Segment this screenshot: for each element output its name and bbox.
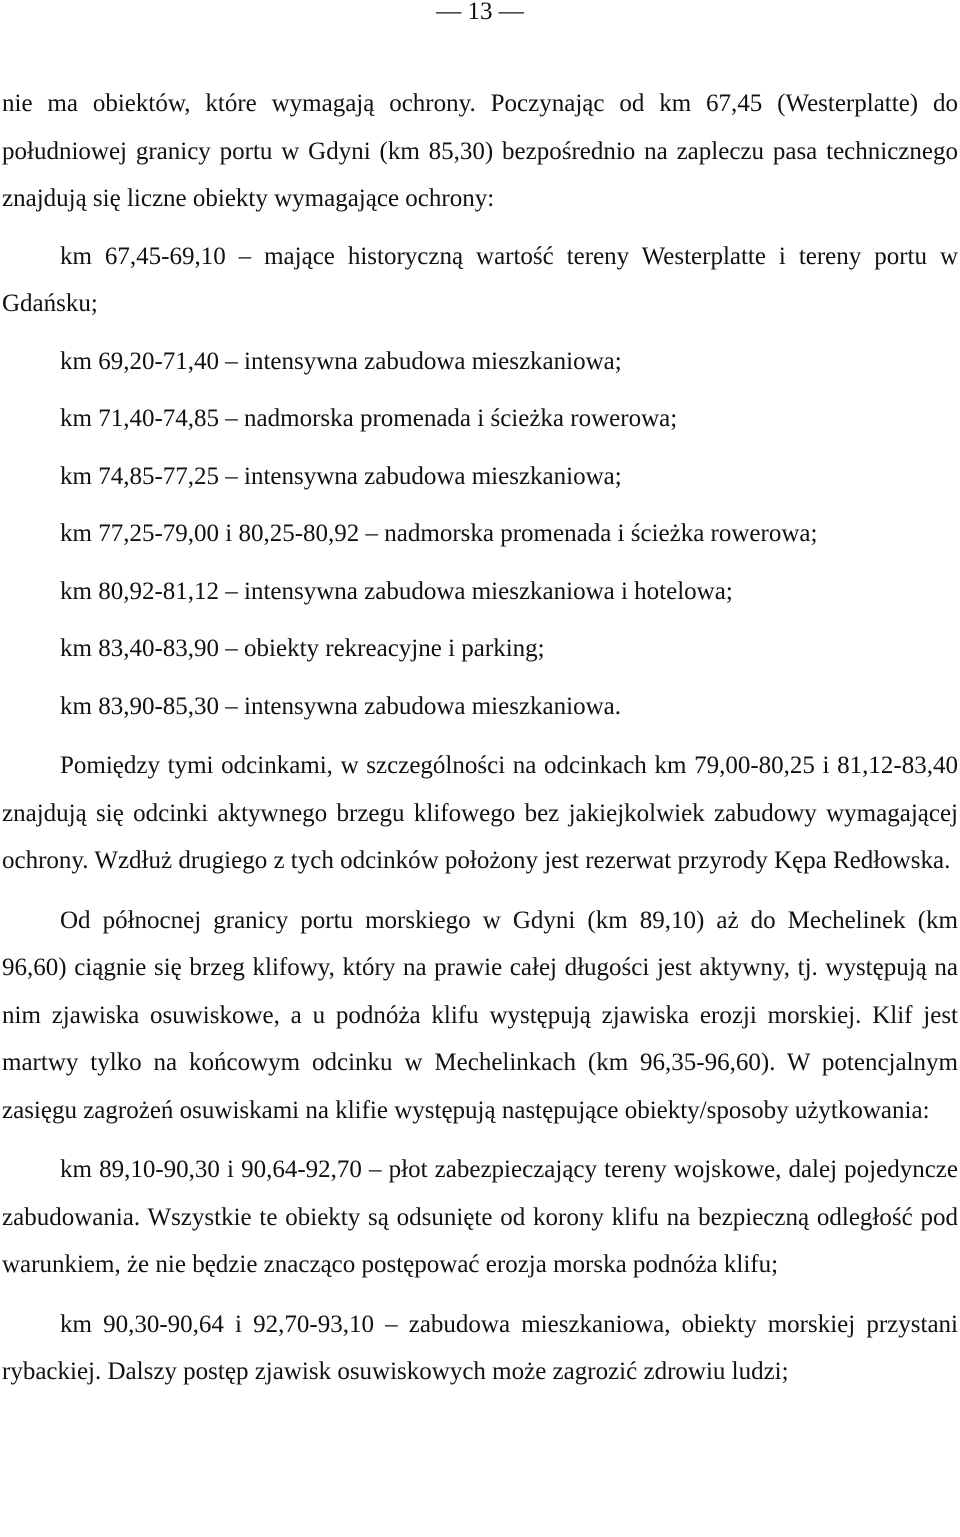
list-item: km 90,30-90,64 i 92,70-93,10 – zabudowa mieszkaniowa, obiekty morskiej przystani rybackiej. Dalszy postęp zjawisk osuwiskowych może zagrozić zdrowiu ludzi; — [2, 1310, 958, 1385]
paragraph-cliff-sections: Pomiędzy tymi odcinkami, w szczególności na odcinkach km 79,00-80,25 i 81,12-83,40 znajdują się odcinki aktywnego brzegu klifowego bez jakiejkolwiek zabudowy wymagającej ochrony. Wzdłuż drugiego z tych odcinków położony jest rezerwat przyrody Kępa Redłowska. — [2, 752, 958, 874]
list-section-2 — [2, 1146, 958, 1396]
list-item: km 89,10-90,30 i 90,64-92,70 – płot zabezpieczający tereny wojskowe, dalej pojedyncze zabudowania. Wszystkie te obiekty są odsunięte od korony klifu na bezpieczną odległość pod warunkiem, że nie będzie znacząco postępować erozja morska podnóża klifu; — [2, 1156, 958, 1278]
list-item: km 83,40-83,90 – obiekty rekreacyjne i parking; — [60, 635, 545, 662]
intro-paragraph: nie ma obiektów, które wymagają ochrony. Poczynając od km 67,45 (Westerplatte) do południowej granicy portu w Gdyni (km 85,30) bezpośrednio na zapleczu pasa technicznego znajdują się liczne obiekty wymagające ochrony: — [2, 90, 958, 212]
list-section-1 — [2, 233, 958, 731]
list-item: km 69,20-71,40 – intensywna zabudowa mieszkaniowa; — [60, 347, 622, 375]
page-number: — 13 — — [436, 0, 524, 25]
list-item: km 67,45-69,10 – mające historyczną wartość tereny Westerplatte i tereny portu w Gdańsku; — [2, 242, 958, 317]
list-item: km 71,40-74,85 – nadmorska promenada i ścieżka rowerowa; — [60, 405, 678, 432]
paragraph-gdynia-cliff: Od północnej granicy portu morskiego w Gdyni (km 89,10) aż do Mechelinek (km 96,60) ciągnie się brzeg klifowy, który na prawie całej długości jest aktywny, tj. występują na nim zjawiska osuwiskowe, a u podnóża klifu występują zjawiska erozji morskiej. Klif jest martwy tylko na końcowym odcinku w Mechelinkach (km 96,35-96,60). W potencjalnym zasięgu zagrożeń osuwiskami na klifie występują następujące obiekty/sposoby użytkowania: — [2, 906, 958, 1124]
spacer — [2, 223, 958, 233]
document-body — [2, 80, 958, 1396]
list-item: km 80,92-81,12 – intensywna zabudowa mieszkaniowa i hotelowa; — [60, 577, 733, 605]
list-item: km 77,25-79,00 i 80,25-80,92 – nadmorska promenada i ścieżka rowerowa; — [60, 520, 818, 547]
list-item: km 74,85-77,25 – intensywna zabudowa mieszkaniowa; — [60, 462, 622, 490]
list-item: km 83,90-85,30 – intensywna zabudowa mieszkaniowa. — [60, 692, 621, 720]
